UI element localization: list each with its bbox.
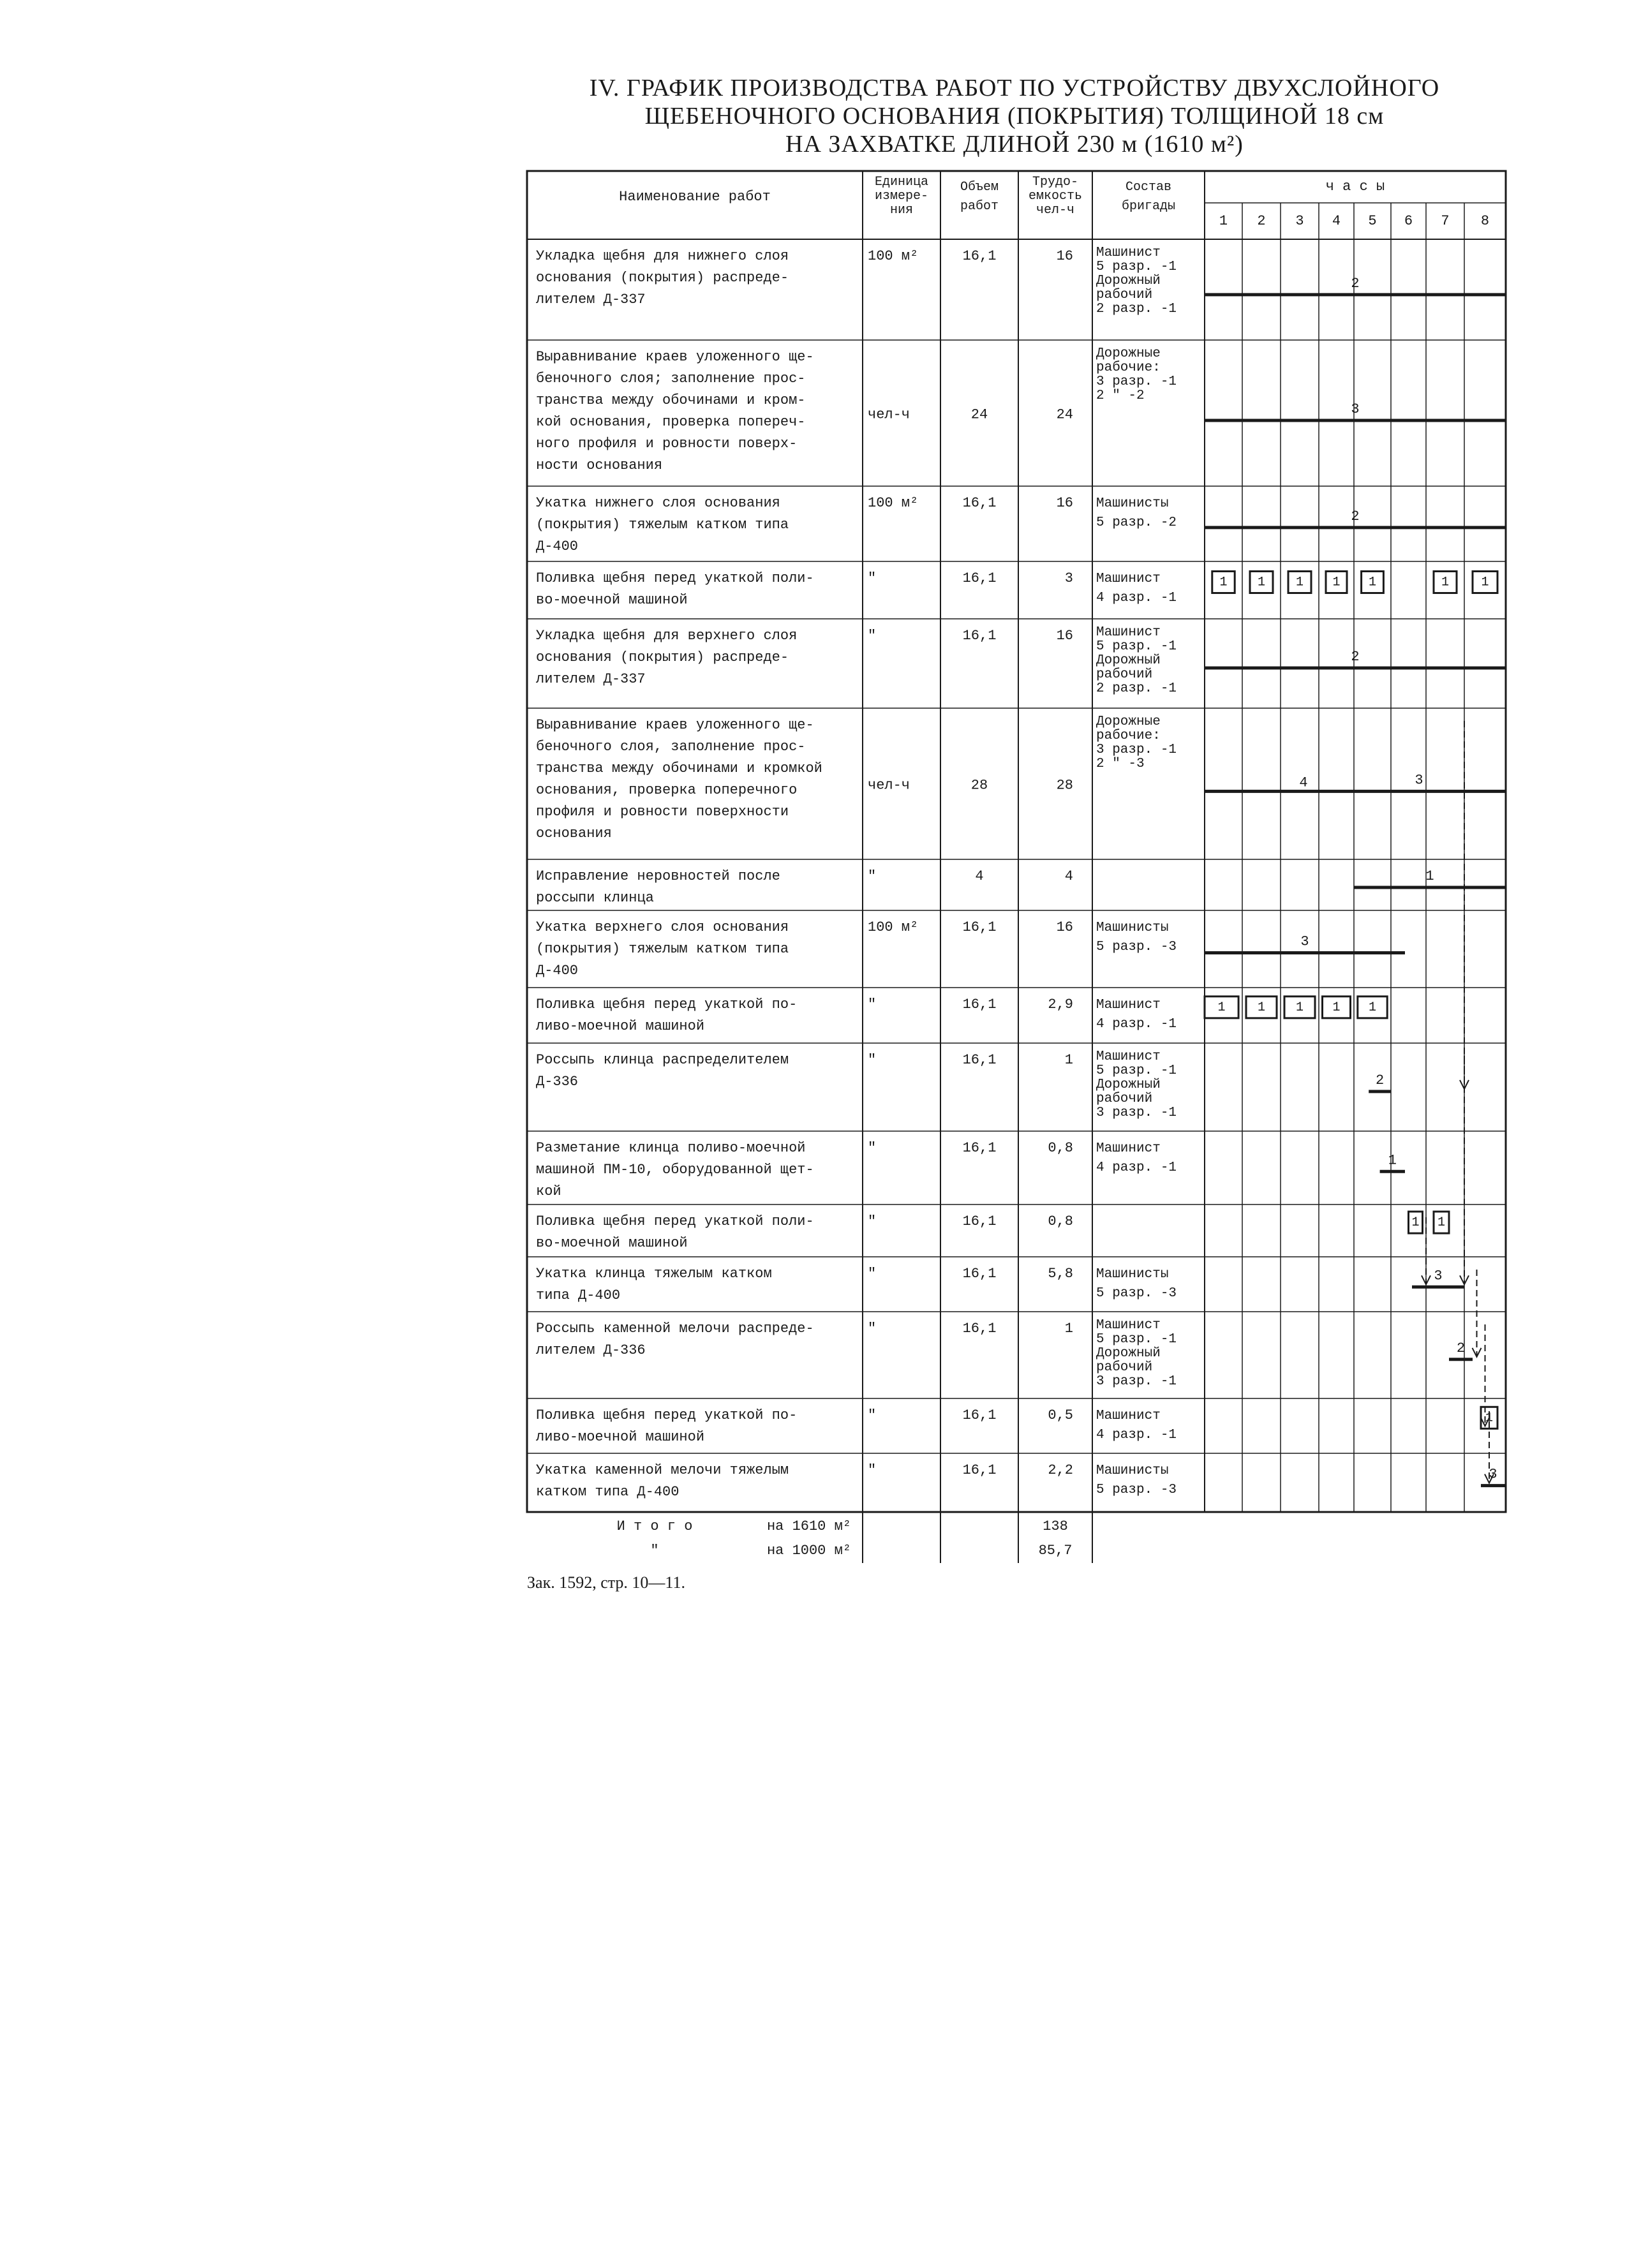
work-name-row-7: Исправление неровностей после (536, 868, 780, 884)
volume-row-9: 16,1 (962, 997, 997, 1012)
crew-row-1: рабочий (1096, 288, 1153, 302)
labor-row-14: 1 (1064, 1321, 1073, 1337)
work-name-row-14: Россыпь каменной мелочи распреде- (536, 1321, 814, 1337)
work-name-row-14: лителем Д-336 (536, 1342, 646, 1358)
gantt-label: 1 (1368, 1000, 1377, 1015)
work-name-row-5: Укладка щебня для верхнего слоя (536, 628, 798, 644)
gantt-label: 1 (1219, 575, 1228, 590)
gantt-label: 1 (1411, 1215, 1420, 1231)
total-label: И т о г о (616, 1518, 693, 1534)
document-title-line-1: IV. ГРАФИК ПРОИЗВОДСТВА РАБОТ ПО УСТРОЙСТВУ ДВУХСЛОЙНОГО (589, 75, 1440, 101)
header-volume: Объем (960, 180, 999, 195)
work-name-row-8: Д-400 (536, 963, 579, 979)
work-name-row-3: (покрытия) тяжелым катком типа (536, 517, 789, 533)
gantt-label: 3 (1434, 1268, 1443, 1284)
volume-row-11: 16,1 (962, 1140, 997, 1156)
crew-row-1: Дорожный (1096, 274, 1161, 288)
crew-row-1: 2 разр. -1 (1096, 302, 1177, 316)
volume-row-12: 16,1 (962, 1213, 997, 1229)
document-title-line-2: ЩЕБЕНОЧНОГО ОСНОВАНИЯ (ПОКРЫТИЯ) ТОЛЩИНОЙ 18 см (644, 103, 1385, 130)
volume-row-6: 28 (970, 777, 988, 794)
unit-row-2: чел-ч (868, 406, 910, 423)
hour-number-2: 2 (1257, 213, 1266, 229)
crew-row-5: Машинист (1096, 625, 1161, 640)
work-name-row-11: кой (536, 1183, 561, 1199)
gantt-label: 2 (1351, 508, 1360, 524)
labor-row-13: 5,8 (1048, 1266, 1073, 1282)
gantt-label: 1 (1332, 575, 1341, 590)
hour-number-4: 4 (1332, 213, 1341, 229)
gantt-label: 1 (1217, 1000, 1226, 1015)
work-name-row-12: Поливка щебня перед укаткой поли- (536, 1213, 814, 1229)
crew-row-15: 4 разр. -1 (1096, 1428, 1177, 1442)
gantt-label: 1 (1257, 575, 1266, 590)
header-work-name: Наименование работ (619, 189, 771, 205)
work-name-row-2: беночного слоя; заполнение прос- (536, 371, 806, 387)
hour-number-5: 5 (1368, 213, 1377, 229)
crew-row-10: 5 разр. -1 (1096, 1064, 1177, 1078)
order-footnote: Зак. 1592, стр. 10—11. (527, 1573, 685, 1592)
header-unit: ния (889, 203, 914, 218)
labor-row-11: 0,8 (1048, 1140, 1073, 1156)
crew-row-14: 5 разр. -1 (1096, 1332, 1177, 1347)
header-hours: ч а с ы (1325, 179, 1385, 195)
work-name-row-11: Разметание клинца поливо-моечной (536, 1140, 806, 1156)
unit-row-1: 100 м² (868, 248, 919, 264)
crew-row-13: Машинисты (1096, 1267, 1169, 1282)
unit-row-11: " (868, 1140, 877, 1156)
work-name-row-4: во-моечной машиной (536, 592, 688, 608)
work-name-row-5: основания (покрытия) распреде- (536, 649, 789, 665)
work-name-row-10: Россыпь клинца распределителем (536, 1052, 789, 1068)
crew-row-2: Дорожные (1096, 346, 1161, 361)
labor-row-1: 16 (1056, 248, 1073, 264)
unit-row-5: " (868, 628, 877, 644)
crew-row-5: Дорожный (1096, 653, 1161, 668)
unit-row-9: " (868, 997, 877, 1012)
crew-row-5: рабочий (1096, 667, 1153, 682)
crew-row-6: 2 " -3 (1096, 757, 1145, 771)
gantt-label: 2 (1456, 1340, 1466, 1356)
crew-row-16: 5 разр. -3 (1096, 1483, 1177, 1497)
crew-row-3: 5 разр. -2 (1096, 515, 1177, 530)
work-name-row-1: основания (покрытия) распреде- (536, 270, 789, 286)
labor-row-6: 28 (1056, 777, 1073, 794)
document-title-line-3: НА ЗАХВАТКЕ ДЛИНОЙ 230 м (1610 м²) (785, 131, 1244, 158)
work-name-row-2: транства между обочинами и кром- (536, 392, 806, 408)
header-crew: Состав (1125, 180, 1172, 195)
work-name-row-2: ности основания (536, 457, 663, 473)
volume-row-15: 16,1 (962, 1407, 997, 1423)
hour-number-6: 6 (1404, 213, 1413, 229)
work-name-row-11: машиной ПМ-10, оборудованной щет- (536, 1162, 814, 1178)
crew-row-14: Машинист (1096, 1318, 1161, 1333)
total-label: " (650, 1543, 659, 1559)
crew-row-10: 3 разр. -1 (1096, 1106, 1177, 1120)
work-name-row-2: кой основания, проверка попереч- (536, 414, 806, 430)
work-name-row-15: Поливка щебня перед укаткой по- (536, 1407, 798, 1423)
gantt-label: 1 (1295, 1000, 1304, 1015)
hour-number-3: 3 (1295, 213, 1304, 229)
unit-row-10: " (868, 1052, 877, 1068)
hour-number-7: 7 (1441, 213, 1450, 229)
crew-row-9: 4 разр. -1 (1096, 1017, 1177, 1032)
work-name-row-8: Укатка верхнего слоя основания (536, 919, 789, 935)
unit-row-13: " (868, 1266, 877, 1282)
gantt-label: 3 (1300, 933, 1309, 950)
work-name-row-6: профиля и ровности поверхности (536, 804, 789, 820)
volume-row-13: 16,1 (962, 1266, 997, 1282)
gantt-label: 1 (1388, 1152, 1397, 1169)
work-name-row-5: лителем Д-337 (536, 671, 646, 687)
crew-row-10: Дорожный (1096, 1078, 1161, 1092)
volume-row-8: 16,1 (962, 919, 997, 935)
unit-row-16: " (868, 1462, 877, 1478)
crew-row-4: Машинист (1096, 572, 1161, 586)
work-name-row-15: ливо-моечной машиной (536, 1429, 705, 1445)
gantt-label: 3 (1415, 772, 1423, 789)
labor-row-12: 0,8 (1048, 1213, 1073, 1229)
work-name-row-6: основания (536, 826, 612, 841)
header-labor: емкость (1028, 189, 1083, 204)
crew-row-2: 2 " -2 (1096, 389, 1145, 403)
unit-row-15: " (868, 1407, 877, 1423)
labor-row-7: 4 (1064, 868, 1073, 884)
labor-row-15: 0,5 (1048, 1407, 1073, 1423)
crew-row-5: 2 разр. -1 (1096, 681, 1177, 696)
work-name-row-13: типа Д-400 (536, 1287, 621, 1303)
crew-row-14: Дорожный (1096, 1346, 1161, 1361)
unit-row-4: " (868, 570, 877, 586)
gantt-label: 1 (1368, 575, 1377, 590)
gantt-label: 1 (1485, 1411, 1494, 1426)
gantt-label: 1 (1332, 1000, 1341, 1015)
labor-row-4: 3 (1064, 570, 1073, 586)
labor-row-2: 24 (1056, 406, 1073, 423)
total-area: на 1610 м² (766, 1518, 851, 1534)
labor-row-5: 16 (1056, 628, 1073, 644)
crew-row-4: 4 разр. -1 (1096, 591, 1177, 605)
crew-row-8: 5 разр. -3 (1096, 940, 1177, 954)
work-name-row-16: катком типа Д-400 (536, 1484, 680, 1500)
work-name-row-7: россыпи клинца (536, 890, 654, 906)
crew-row-6: рабочие: (1096, 729, 1161, 743)
volume-row-2: 24 (970, 406, 988, 423)
total-value: 138 (1043, 1518, 1068, 1534)
labor-row-9: 2,9 (1048, 997, 1073, 1012)
crew-row-2: 3 разр. -1 (1096, 374, 1177, 389)
crew-row-6: 3 разр. -1 (1096, 743, 1177, 757)
gantt-label: 1 (1437, 1215, 1446, 1231)
gantt-label: 3 (1489, 1466, 1497, 1483)
hour-number-1: 1 (1219, 213, 1228, 229)
volume-row-1: 16,1 (962, 248, 997, 264)
work-name-row-9: Поливка щебня перед укаткой по- (536, 997, 798, 1012)
crew-row-1: 5 разр. -1 (1096, 260, 1177, 274)
header-unit: Единица (874, 175, 929, 189)
crew-row-3: Машинисты (1096, 496, 1169, 511)
crew-row-11: Машинист (1096, 1141, 1161, 1156)
work-name-row-6: Выравнивание краев уложенного ще- (536, 717, 814, 733)
gantt-label: 2 (1351, 275, 1360, 292)
work-name-row-4: Поливка щебня перед укаткой поли- (536, 570, 814, 586)
crew-row-1: Машинист (1096, 246, 1161, 260)
crew-row-10: Машинист (1096, 1049, 1161, 1064)
hour-number-8: 8 (1480, 213, 1490, 229)
volume-row-3: 16,1 (962, 495, 997, 511)
work-name-row-13: Укатка клинца тяжелым катком (536, 1266, 772, 1282)
labor-row-10: 1 (1064, 1052, 1073, 1068)
gantt-label: 3 (1351, 401, 1360, 417)
header-volume: работ (960, 199, 999, 214)
crew-row-2: рабочие: (1096, 360, 1161, 375)
header-unit: измере- (874, 189, 929, 204)
gantt-label: 1 (1481, 575, 1489, 590)
crew-row-5: 5 разр. -1 (1096, 639, 1177, 654)
unit-row-3: 100 м² (868, 495, 919, 511)
crew-row-6: Дорожные (1096, 715, 1161, 729)
volume-row-5: 16,1 (962, 628, 997, 644)
volume-row-10: 16,1 (962, 1052, 997, 1068)
work-name-row-1: Укладка щебня для нижнего слоя (536, 248, 789, 264)
volume-row-14: 16,1 (962, 1321, 997, 1337)
work-name-row-3: Д-400 (536, 538, 579, 554)
volume-row-7: 4 (975, 868, 984, 884)
crew-row-11: 4 разр. -1 (1096, 1160, 1177, 1175)
crew-row-16: Машинисты (1096, 1464, 1169, 1478)
gantt-label: 1 (1295, 575, 1304, 590)
crew-row-15: Машинист (1096, 1409, 1161, 1423)
gantt-label: 2 (1375, 1072, 1385, 1088)
unit-row-6: чел-ч (868, 777, 910, 794)
unit-row-14: " (868, 1321, 877, 1337)
unit-row-12: " (868, 1213, 877, 1229)
labor-row-3: 16 (1056, 495, 1073, 511)
work-name-row-3: Укатка нижнего слоя основания (536, 495, 780, 511)
volume-row-4: 16,1 (962, 570, 997, 586)
work-name-row-8: (покрытия) тяжелым катком типа (536, 941, 789, 957)
crew-row-13: 5 разр. -3 (1096, 1286, 1177, 1301)
gantt-label: 2 (1351, 649, 1360, 665)
labor-row-8: 16 (1056, 919, 1073, 935)
unit-row-8: 100 м² (868, 919, 919, 935)
work-name-row-10: Д-336 (536, 1074, 579, 1090)
gantt-label: 4 (1299, 775, 1308, 791)
crew-row-9: Машинист (1096, 998, 1161, 1012)
work-name-row-16: Укатка каменной мелочи тяжелым (536, 1462, 789, 1478)
work-name-row-2: Выравнивание краев уложенного ще- (536, 349, 814, 365)
work-name-row-2: ного профиля и ровности поверх- (536, 436, 798, 452)
crew-row-14: рабочий (1096, 1360, 1153, 1375)
crew-row-8: Машинисты (1096, 921, 1169, 935)
crew-row-14: 3 разр. -1 (1096, 1374, 1177, 1389)
volume-row-16: 16,1 (962, 1462, 997, 1478)
work-name-row-1: лителем Д-337 (536, 292, 646, 308)
header-crew: бригады (1121, 199, 1176, 214)
header-labor: Трудо- (1032, 175, 1079, 189)
total-area: на 1000 м² (766, 1543, 851, 1559)
work-name-row-9: ливо-моечной машиной (536, 1018, 705, 1034)
total-value: 85,7 (1038, 1543, 1073, 1559)
crew-row-10: рабочий (1096, 1092, 1153, 1106)
labor-row-16: 2,2 (1048, 1462, 1073, 1478)
work-name-row-6: беночного слоя, заполнение прос- (536, 739, 806, 755)
gantt-label: 1 (1257, 1000, 1266, 1015)
gantt-label: 1 (1425, 868, 1434, 884)
work-name-row-12: во-моечной машиной (536, 1235, 688, 1251)
header-labor: чел-ч (1036, 203, 1075, 218)
unit-row-7: " (868, 868, 877, 884)
work-name-row-6: транства между обочинами и кромкой (536, 760, 822, 776)
gantt-label: 1 (1441, 575, 1450, 590)
work-name-row-6: основания, проверка поперечного (536, 782, 798, 798)
